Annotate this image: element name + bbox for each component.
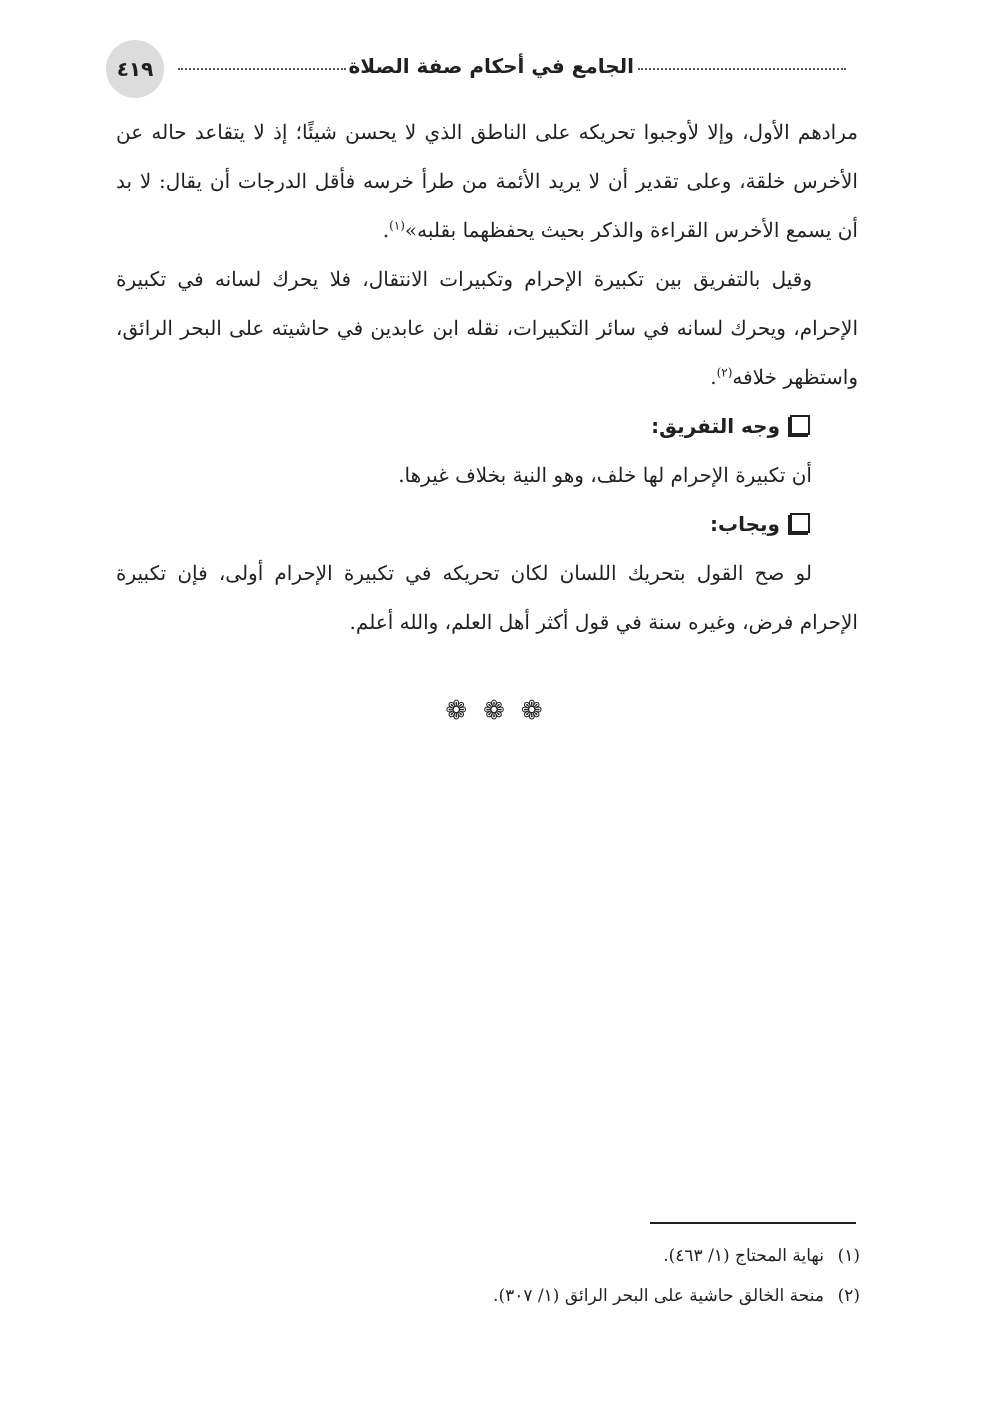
heading-text: وجه التفريق:	[651, 414, 780, 438]
checkbox-bullet-icon	[790, 513, 810, 533]
paragraph-end: .	[382, 218, 390, 242]
section-heading-response	[116, 500, 858, 549]
paragraph-text: مرادهم الأول، وإلا لأوجبوا تحريكه على الناطق الذي لا يحسن شيئًا؛ إذ لا يتقاعد حاله عن الأخرس خلقة، وعلى تقدير أن لا يريد الأئمة من طرأ خرسه فأقل الدرجات أن يقال: لا بد أن يسمع الأخرس القراءة والذكر بحيث يحفظهما بقلبه»	[116, 120, 858, 242]
checkbox-bullet-icon	[790, 415, 810, 435]
paragraph-response: لو صح القول بتحريك اللسان لكان تحريكه في تكبيرة الإحرام أولى، فإن تكبيرة الإحرام فرض، وغيره سنة في قول أكثر أهل العلم، والله أعلم.	[116, 561, 858, 634]
footnote-item	[300, 1236, 860, 1276]
page-number: ٤١٩	[106, 40, 164, 98]
paragraph-quote-continuation	[116, 108, 858, 255]
footnote-text: نهاية المحتاج (١/ ٤٦٣).	[663, 1246, 824, 1266]
section-heading-reasoning	[116, 402, 858, 451]
header-dotted-leader-left	[178, 58, 346, 70]
footnote-ref-1[interactable]: (١)	[389, 218, 405, 233]
footnote-number: (٢)	[837, 1286, 860, 1306]
footnote-text: منحة الخالق حاشية على البحر الرائق (١/ ٣٠٧).	[493, 1286, 824, 1306]
running-title: الجامع في أحكام صفة الصلاة	[348, 54, 634, 78]
paragraph-text: وقيل بالتفريق بين تكبيرة الإحرام وتكبيرات الانتقال، فلا يحرك لسانه في تكبيرة الإحرام، ويحرك لسانه في سائر التكبيرات، نقله ابن عابدين في حاشيته على البحر الرائق، واستظهر خلافه	[116, 267, 858, 389]
header-dotted-leader-right	[638, 58, 846, 70]
footnotes	[300, 1236, 860, 1316]
footnote-number: (١)	[837, 1246, 860, 1266]
paragraph-reasoning: أن تكبيرة الإحرام لها خلف، وهو النية بخلاف غيرها.	[398, 463, 812, 487]
main-text	[116, 108, 858, 647]
running-header	[106, 40, 846, 98]
footnote-ref-2[interactable]: (٢)	[716, 365, 733, 380]
footnote-separator	[650, 1222, 856, 1224]
heading-text: ويجاب:	[710, 512, 780, 536]
paragraph-end: .	[710, 365, 717, 389]
section-divider-ornament-icon: ❁❁❁	[445, 696, 559, 726]
footnote-item	[300, 1276, 860, 1316]
paragraph-second-opinion	[116, 255, 858, 402]
